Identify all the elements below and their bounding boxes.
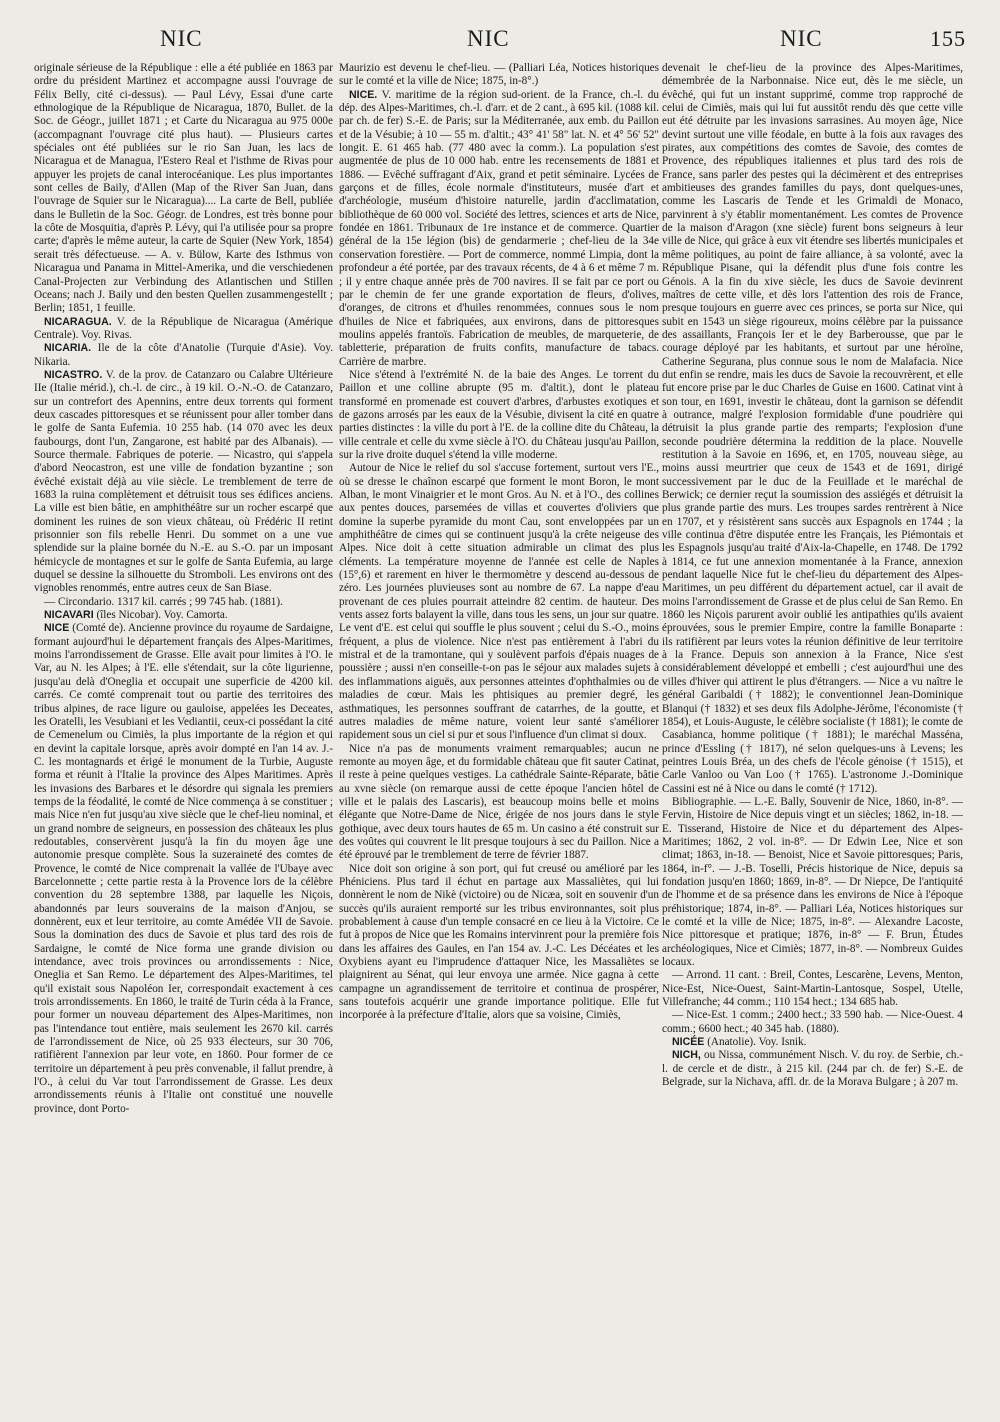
text-column-1: [34, 62, 333, 1412]
entry-paragraph: [34, 316, 333, 343]
text-column-3: [662, 62, 963, 1412]
entry-text: ou Nissa, communément Nisch. V. du roy. de Serbie, ch.-l. de cercle et de distr., à 215 kil. (244 par ch. de fer) S.-E. de Belgrade, sur la Nichava, affl. dr. de la Morava Bulgare ; à 207 m.: [662, 1049, 963, 1089]
entry-text: Ile de la côte d'Anatolie (Turquie d'Asie). Voy. Nikaria.: [34, 342, 333, 368]
entry-paragraph: [662, 796, 963, 969]
entry-paragraph: [34, 609, 333, 622]
entry-headword: NICARIA.: [44, 342, 92, 355]
entry-text: (îles Nicobar). Voy. Camorta.: [96, 609, 228, 622]
entry-text: devenait le chef-lieu de la province des Alpes-Maritimes, démembrée de la Narbonnaise. Nice eut, dès le me siècle, un évêché, qui fut un instant supprimé, comme trop rapproché de celui de Cimiès, mais qui lui fut aussitôt rendu dès que cette ville eut été détruite par les invasions sarrasines. Au moyen âge, Nice devint surtout une ville féodale, en butte à la fois aux ravages des pirates, aux compétitions des comtes de Savoie, des comtes de Provence, des républiques italiennes et plus tard des rois de France, sans parler des pestes qui la décimèrent et des entreprises ambitieuses des grandes familles du pays, dont quelques-unes, comme les Lascaris de Tende et les Grimaldi de Monaco, parvinrent à s'y établir momentanément. Les comtes de Provence de la maison d'Aragon (xne siècle) furent bons seigneurs à leur ville de Nice, qui grâce à eux vit étendre ses libertés municipales et même politiques, au point de faire alliance, à sa volonté, avec la République Pisane, qui la défendit plus d'une fois contre les Génois. A la fin du xive siècle, les ducs de Savoie devinrent maîtres de cette ville, et dès lors l'attention des rois de France, presque toujours en guerre avec ces princes, se porta sur Nice, qui subit en 1543 un siège rigoureux, moins célèbre par la puissance des assaillants, François Ier et le dey Barberousse, que par le courage déployé par les habitants, et surtout par une héroïne, Catherine Segurana, plus connue sous le nom de Malafacia. Nice dut enfin se rendre, mais les ducs de Savoie la recouvrèrent, et elle fut encore prise par le duc Charles de Guise en 1600. Catinat vint à son tour, en 1691, investir le château, dont la garnison se défendit à outrance, malgré l'explosion formidable d'une poudrière qui détruisit la plus grande partie des remparts; l'explosion d'une seconde poudrière détermina la reddition de la place. Nouvelle restitution à la Savoie en 1696, et, en 1705, nouveau siège, au moins aussi meurtrier que ceux de 1543 et de 1691, dirigé successivement par le duc de la Feuillade et le maréchal de Berwick; ce dernier reçut la soumission des assiégés et détruisit la plus grande partie des murs. Les troupes sardes rentrèrent à Nice en 1707, et y résistèrent sans succès aux Espagnols en 1744 ; la ville continua d'être disputée entre les Français, les Piémontais et les Espagnols jusqu'au traité d'Aix-la-Chapelle, en 1748. De 1792 à 1814, ce fut une annexion momentanée à la France, annexion pendant laquelle Nice fut le chef-lieu du département des Alpes-Maritimes, un peu différent du département actuel, car il avait de moins l'arrondissement de Grasse et de plus celui de San Remo. En 1860 les Niçois parurent avoir oublié les antipathies qu'ils avaient éprouvées, sous le premier Empire, contre la famille Bonaparte : ils ratifièrent par leurs votes la réunion définitive de leur territoire à la France. Depuis son annexion à la France, Nice s'est considérablement développé et embelli ; c'est aujourd'hui une des villes d'hiver qui attirent le plus d'étrangers. — Nice a vu naître le général Garibaldi († 1882); le conventionnel Jean-Dominique Blanqui († 1832) et ses deux fils Adolphe-Jérôme, l'économiste († 1854), et Louis-Auguste, le célèbre socialiste († 1881); le comte de Casabianca, homme politique († 1881); le maréchal Masséna, prince d'Essling († 1817), né selon quelques-uns à Levens; les peintres Louis Bréa, un des chefs de l'école génoise († 1515), et Carle Vanloo ou Van Loo († 1765). L'astronome J.-Dominique Cassini est né à Nice ou dans le comté († 1712).: [662, 62, 963, 795]
entry-paragraph: [662, 969, 963, 1009]
entry-paragraph: [34, 62, 333, 316]
entry-text: — Arrond. 11 cant. : Breil, Contes, Lescarène, Levens, Menton, Nice-Est, Nice-Ouest, Saint-Martin-Lantosque, Sospel, Utelle, Villefranche; 44 comm.; 110 154 hect.; 134 685 hab.: [662, 969, 963, 1009]
text-column-2: [339, 62, 659, 1412]
entry-paragraph: [662, 1049, 963, 1089]
entry-paragraph: [339, 89, 659, 369]
entry-text: — Nice-Est. 1 comm.; 2400 hect.; 33 590 hab. — Nice-Ouest. 4 comm.; 6600 hect.; 40 345 hab. (1880).: [662, 1009, 963, 1035]
entry-text: Nice n'a pas de monuments vraiment remarquables; aucun ne remonte au moyen âge, et du formidable château que fit sauter Catinat, il reste à peine quelques vestiges. La cathédrale Sainte-Réparate, bâtie au xvne siècle (on remarque aussi de cette époque l'ancien hôtel de ville et le palais des Lascaris), est beaucoup moins belle et moins élégante que Notre-Dame de Nice, érigée de nos jours dans le style gothique, avec deux tours hautes de 65 m. Un casino a été construit sur des voûtes qui couvrent le lit presque toujours à sec du Paillon. Nice a été éprouvé par le tremblement de terre de février 1887.: [339, 742, 659, 862]
entry-text: (Comté de). Ancienne province du royaume de Sardaigne, formant aujourd'hui le département français des Alpes-Maritimes, moins l'arrondissement de Grasse. Elle avait pour limites à l'O. le Var, au N. les Alpes; à l'E. elle s'étendait, sur la côte ligurienne, jusqu'au delà d'Oneglia et occupait une superficie de 4200 kil. carrés. Ce comté comprenait tout ou partie des territoires des tribus alpines, de race ligure ou gauloise, appelées les Deceates, les Oratelli, les Vesubiani et les Vediantii, ceux-ci possédant la cité de Cemenelum ou Cimiès, la plus importante de la région et qui en devint la capitale lorsque, après avoir dompté en l'an 14 av. J.-C. les montagnards et érigé le monument de la Turbie, Auguste forma et réunit à l'Italie la province des Alpes Maritimes. Après les invasions des Barbares et le désordre qui signala les premiers temps de la féodalité, le comté de Nice commença à se constituer ; mais Nice n'en fut jusqu'au xive siècle que le chef-lieu nominal, et un grand nombre de seigneurs, en possession des châteaux les plus redoutables, conservèrent jusqu'à la fin du moyen âge une autonomie presque complète. Sous la suzeraineté des comtes de Provence, le comté de Nice comprenait la vallée de l'Ubaye avec Barcelonnette ; cette partie resta à la Provence lors de la célèbre convention du 28 septembre 1388, par laquelle les Niçois, abandonnés par leurs souverains de la maison d'Anjou, se donnèrent, eux et leur territoire, au comte Amédée VII de Savoie. Sous la domination des ducs de Savoie et plus tard des rois de Sardaigne, le comté de Nice forma une grande division ou intendance, avec trois provinces ou arrondissements : Nice, Oneglia et San Remo. Le département des Alpes-Maritimes, tel qu'il existait sous Napoléon Ier, correspondait exactement à ces trois arrondissements. En 1860, le traité de Turin céda à la France, pour former un nouveau département des Alpes-Maritimes, non pas l'intendance tout entière, mais seulement les 2670 kil. carrés de l'arrondissement de Nice, où 25 933 électeurs, sur 30 706, ratifièrent l'annexion par leur vote, en 1860. Pour former de ce territoire un département à peu près convenable, il fallut prendre, à l'O., à celui du Var tout l'arrondissement de Grasse. Les deux arrondissements réunis à l'Italie ont constitué une nouvelle province, dont Porto-: [34, 622, 333, 1115]
entry-paragraph: [662, 1009, 963, 1036]
entry-paragraph: [662, 1036, 963, 1049]
entry-headword: NICÉE: [672, 1036, 705, 1049]
entry-headword: NICE: [44, 622, 70, 635]
entry-headword: NICE.: [349, 88, 378, 101]
running-head-center: NIC: [467, 26, 510, 51]
entry-paragraph: [339, 743, 659, 863]
entry-headword: NICH,: [672, 1049, 701, 1062]
entry-paragraph: [34, 596, 333, 609]
entry-paragraph: [339, 863, 659, 1023]
entry-text: V. maritime de la région sud-orient. de la France, ch.-l. du dép. des Alpes-Maritimes, ch.-l. d'arr. et de 2 cant., à 695 kil. (1088 kil. par ch. de fer) S.-E. de Paris; sur la Méditerranée, aux emb. du Paillon et de la Vésubie; à 10 — 55 m. d'altit.; 43° 41' 58" lat. N. et 4° 56' 52" longit. E. 61 465 hab. (77 480 avec la comm.). La population s'est augmentée de plus de 10 000 hab. entre les recensements de 1881 et 1886. — Evêché suffragant d'Aix, grand et petit séminaire. Lycées de garçons et de filles, école normale d'instituteurs, musée d'art et d'archéologie, muséum d'histoire naturelle, jardin d'acclimatation, bibliothèque de 60 000 vol. Société des lettres, sciences et arts de Nice, fondée en 1861. Tribunaux de 1re instance et de commerce. Quartier général de la 15e légion (bis) de gendarmerie ; chef-lieu de la 34e conservation forestière. — Port de commerce, nommé Limpia, dont la profondeur a été portée, par des travaux récents, de 4 à 6 et même 7 m. ; il y entre chaque année près de 700 navires. Il se fait par ce port ou par le chemin de fer une grande exportation de fleurs, d'olives, d'oranges, de citrons et d'huiles renommées, connues sous le nom d'huiles de Nice et fabriquées, aux environs, dans de pittoresques moulins appelés frantoïs. Fabrication de meubles, de marqueterie, de tabletterie, préparation de fruits confits, manufacture de tabacs. Carrière de marbre.: [339, 88, 659, 368]
entry-text: V. de la République de Nicaragua (Amérique Centrale). Voy. Rivas.: [34, 315, 333, 341]
entry-paragraph: [662, 62, 963, 796]
page-number: 155: [930, 26, 966, 51]
entry-text: Bibliographie. — L.-E. Bally, Souvenir de Nice, 1860, in-8°. — Fervin, Histoire de Nice depuis vingt et un siècles; 1862, in-18. — E. Tisserand, Histoire de Nice et du département des Alpes-Maritimes; 1862, 2 vol. in-8°. — Dr Edwin Lee, Nice et son climat; 1863, in-18. — Benoist, Nice et Savoie pittoresques; Paris, 1864, in-f°. — J.-B. Toselli, Précis historique de Nice, depuis sa fondation jusqu'en 1860; 1869, in-8°. — Dr Niepce, De l'antiquité de l'homme et de sa présence dans les environs de Nice à l'époque préhistorique; 1874, in-8°. — Palliari Léa, Notices historiques sur le comté et la ville de Nice; 1875, in-8°. — Alexandre Lacoste, Nice pittoresque et pratique; 1876, in-8° — F. Brun, Études archéologiques, Nice et Cimiès; 1877, in-8°. — Nombreux Guides locaux.: [662, 795, 963, 969]
entry-paragraph: [339, 369, 659, 462]
entry-text: (Anatolie). Voy. Isnik.: [707, 1036, 807, 1049]
entry-text: Nice doit son origine à son port, qui fut creusé ou amélioré par les Phéniciens. Plus tard il échut en partage aux Massaliètes, qui lui donnèrent le nom de Nikè (victoire) ou de Nicæa, soit en souvenir d'un succès qu'ils auraient remporté sur les tribus environnantes, soit plus probablement à cause d'un temple consacré en ce lieu à la Victoire. Ce fut à propos de Nice que les Romains intervinrent pour la première fois dans les affaires des Gaules, en l'an 154 av. J.-C. Les Décéates et les Oxybiens ayant eu l'imprudence d'attaquer Nice, les Massaliètes se plaignirent au Sénat, qui leur envoya une armée. Nice gagna à cette campagne un agrandissement de territoire et continua de prospérer, sans toutefois acquérir une grande importance politique. Elle fut incorporée à la préfecture d'Italie, alors que sa voisine, Cimiès,: [339, 862, 659, 1022]
entry-paragraph: [339, 62, 659, 89]
entry-text: originale sérieuse de la République : elle a été publiée en 1863 par ordre du président Martinez et accompagne aussi l'ouvrage de Félix Belly, cité ci-dessus). — Paul Lévy, Essai d'une carte ethnologique de la République de Nicaragua, 1870, Bullet. de la Soc. de Géogr., juillet 1871 ; et Carte du Nicaragua au 975 000e (accompagnant l'ouvrage cité plus haut). — Plusieurs cartes spéciales ont été publiées sur le rio San Juan, les lacs de Nicaragua et de Managua, l'Estero Real et l'isthme de Rivas pour appuyer les projets de canal interocéanique. Les plus importantes sont celles de Baily, d'Allen (Map of the River San Juan, dans l'ouvrage de Squier sur le Nicaragua).... La carte de Bell, publiée dans le Bulletin de la Soc. Géogr. de Londres, est très bonne pour la côte de Mosquitia, d'après P. Lévy, qui l'a utilisée pour sa propre carte; d'après le même auteur, la carte de Squier (New York, 1854) serait très défectueuse. — A. v. Bülow, Karte des Isthmus von Nicaragua und Panama in Mittel-Amerika, und die verschiedenen Canal-Projecten zur Verbindung des Atlantischen und Stillen Oceans; nach J. Baily und den besten Quellen zusammengestellt ; Berlin; 1851, 1 feuille.: [34, 62, 333, 315]
entry-paragraph: [34, 622, 333, 1116]
entry-text: Nice s'étend à l'extrémité N. de la baie des Anges. Le torrent du Paillon et une colline abrupte (95 m. d'altit.), dont le plateau transformé en promenade est couvert d'arbres, d'arbustes exotiques et de gazons arrosés par les eaux de la Vésubie, divisent la cité en quatre parties distinctes : la ville du port à l'E. de la colline dite du Château, la ville centrale et celle du xvme siècle à l'O. du Château jusqu'au Paillon, sur la rive droite duquel s'étend la ville moderne.: [339, 368, 659, 461]
entry-paragraph: [339, 462, 659, 742]
entry-text: V. de la prov. de Catanzaro ou Calabre Ultérieure IIe (Italie mérid.), ch.-l. de circ., à 19 kil. O.-N.-O. de Catanzaro, sur un contrefort des Apennins, entre deux torrents qui forment deux cascades pittoresques et se réunissent pour aller tomber dans le golfe de Santa Eufemia. 10 255 hab. (14 070 avec les deux faubourgs, dont l'un, Zangarone, est habité par des Albanais). — Source thermale. Fabriques de poterie. — Nicastro, qui s'appela d'abord Neocastron, est une ville de fondation byzantine ; son évêché existait déjà au viie siècle. Le tremblement de terre de 1683 la ruina complètement et détruisit tous ses édifices anciens. La ville est bien bâtie, en amphithéâtre sur un rocher escarpé que dominent les ruines de son vieux château, où Frédéric II retint prisonnier son fils rebelle Henri. Du sommet on a une vue splendide sur la plaine bornée du N.-E. au S.-O. par un imposant hémicycle de montagnes et sur le golfe de Santa Eufemia, au large duquel se dessine la silhouette du Stromboli. Les environs ont des vignobles renommés, entre autres ceux de San Biase.: [34, 368, 333, 595]
entry-headword: NICASTRO.: [44, 368, 103, 381]
entry-paragraph: [34, 369, 333, 596]
entry-text: — Circondario. 1317 kil. carrés ; 99 745 hab. (1881).: [44, 595, 283, 608]
entry-headword: NICARAGUA.: [44, 315, 112, 328]
running-head-left: NIC: [160, 26, 203, 51]
entry-text: Maurizio est devenu le chef-lieu. — (Palliari Léa, Notices historiques sur le comté et la ville de Nice; 1875, in-8°.): [339, 62, 659, 88]
entry-paragraph: [34, 342, 333, 369]
entry-text: Autour de Nice le relief du sol s'accuse fortement, surtout vers l'E., où se dresse le chaînon escarpé que forment le mont Boron, le mont Alban, le mont Vinaigrier et le mont Gros. Au N. et à l'O., des collines aux pentes douces, parsemées de villas et couvertes d'oliviers que domine la superbe pyramide du mont Cau, sont enveloppées par un amphithéâtre de cimes qui se continuent jusqu'à la crête neigeuse des Alpes. Nice doit à cette situation admirable un climat des plus cléments. La température moyenne de l'année est celle de Naples (15°,6) et rarement en hiver le thermomètre y descend au-dessous de zéro. Les journées pluvieuses sont au nombre de 67. La nappe d'eau provenant de ces pluies pourrait atteindre 82 centim. de hauteur. Des vents assez forts balayent la ville, dans tous les sens, un jour sur quatre. Le vent d'E. est celui qui souffle le plus souvent ; celui du S.-O., moins fréquent, a plus de violence. Nice n'est pas entièrement à l'abri du mistral et de la tramontane, qui y soulèvent parfois d'épais nuages de poussière ; aussi n'en conseille-t-on pas le séjour aux malades sujets à des inflammations aiguës, aux personnes atteintes d'ophthalmies ou de maladies de cœur. Mais les phtisiques au premier degré, les asthmatiques, les personnes souffrant de catarrhes, de la goutte, et autres maladies de même nature, voient leur santé s'améliorer rapidement sous un ciel si pur et sous l'influence d'un climat si doux.: [339, 462, 659, 742]
entry-headword: NICAVARI: [44, 609, 94, 622]
running-head-right: NIC: [780, 26, 823, 51]
